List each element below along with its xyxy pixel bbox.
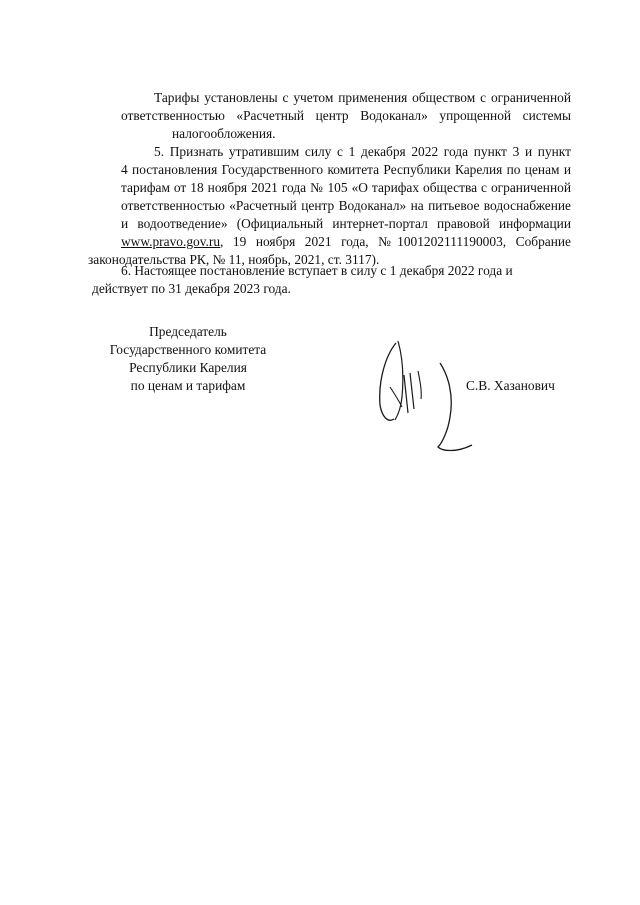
item-5 bbox=[88, 143, 571, 269]
paragraph-tariffs bbox=[88, 89, 571, 143]
title-line: Республики Карелия bbox=[129, 360, 247, 375]
text-line: 4 постановления Государственного комитета Республики Карелия по ценам и bbox=[121, 162, 571, 177]
pravo-link[interactable]: www.pravo.gov.ru bbox=[121, 234, 221, 249]
text-line: ответственностью «Расчетный центр Водоканал» упрощенной системы bbox=[121, 108, 571, 123]
text-line: тарифам от 18 ноября 2021 года № 105 «О тарифах общества с ограниченной bbox=[121, 180, 571, 195]
text-line: действует по 31 декабря 2023 года. bbox=[92, 281, 291, 296]
text-line: законодательства РК, № 11, ноябрь, 2021, ст. 3117). bbox=[88, 252, 380, 267]
main-text bbox=[88, 89, 571, 269]
title-line: по ценам и тарифам bbox=[130, 378, 246, 393]
text-line: Тарифы установлены с учетом применения обществом с ограниченной bbox=[154, 90, 571, 105]
text-line: 6. Настоящее постановление вступает в силу с 1 декабря 2022 года и bbox=[121, 263, 513, 278]
text-line: и водоотведение» (Официальный интернет-портал правовой информации bbox=[121, 216, 571, 231]
text-line: 5. Признать утратившим силу с 1 декабря 2022 года пункт 3 и пункт bbox=[154, 144, 571, 159]
text-line-with-link bbox=[88, 233, 571, 251]
signer-name: С.В. Хазанович bbox=[466, 378, 555, 393]
signatory-title bbox=[88, 323, 288, 395]
title-line: Председатель bbox=[149, 324, 227, 339]
text-line: ответственностью «Расчетный центр Водоканал» на питьевое водоснабжение bbox=[121, 198, 571, 213]
text-fragment: , 19 ноября 2021 года, №1001202111190003, Собрание bbox=[220, 234, 571, 249]
text-line: налогообложения. bbox=[172, 126, 276, 141]
handwritten-signature bbox=[368, 335, 478, 460]
item-6 bbox=[88, 262, 571, 298]
title-line: Государственного комитета bbox=[109, 342, 267, 357]
